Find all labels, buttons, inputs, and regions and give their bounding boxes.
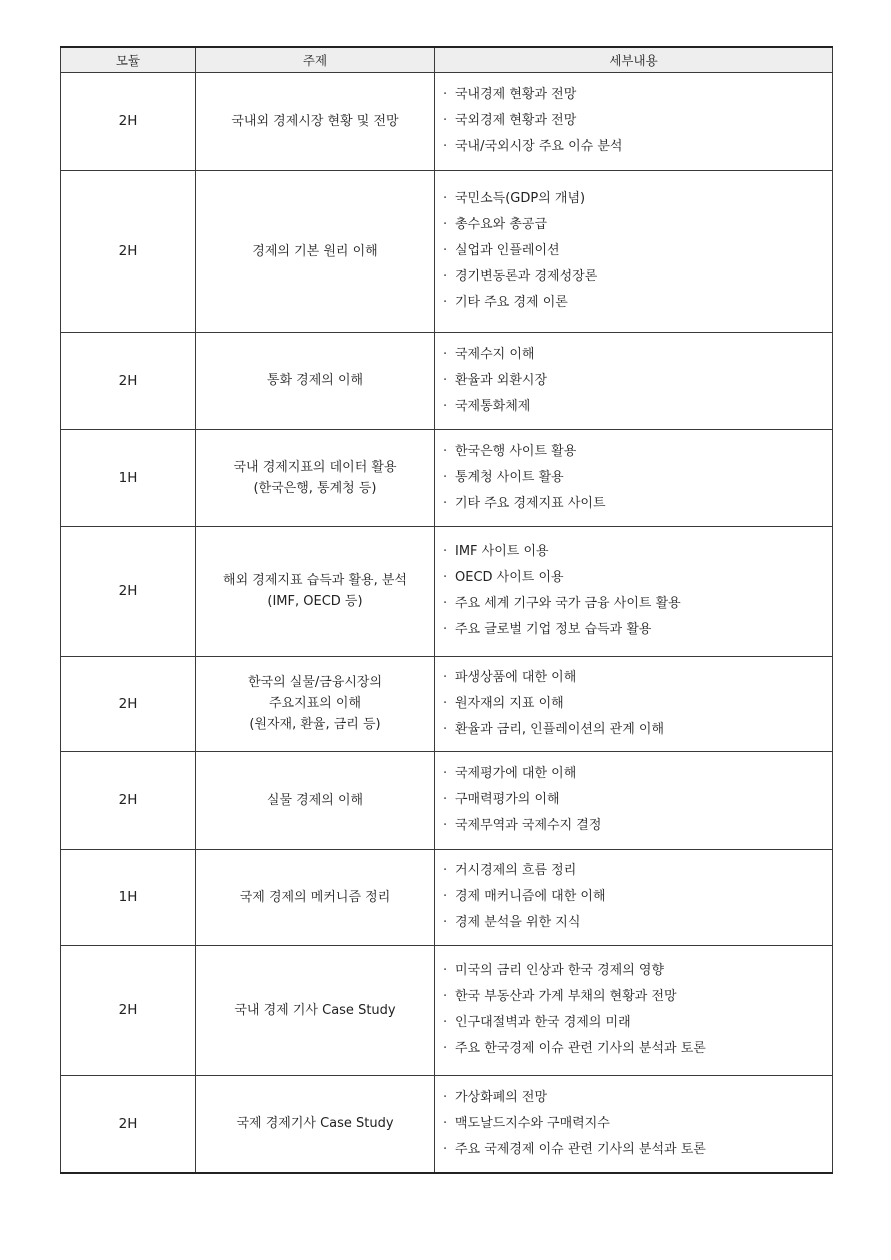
table-header-row xyxy=(61,47,833,72)
list-item xyxy=(443,394,832,420)
bullet-dot-icon: · xyxy=(443,695,448,711)
detail-text: 국외경제 현황과 전망 xyxy=(455,113,577,128)
list-item xyxy=(443,212,832,238)
details-cell xyxy=(435,332,833,429)
list-item xyxy=(443,884,832,910)
list-item xyxy=(443,858,832,884)
detail-text: 경제 매커니즘에 대한 이해 xyxy=(455,889,606,904)
table-row xyxy=(61,945,833,1075)
topic-line: 국내 경제지표의 데이터 활용 xyxy=(233,459,397,475)
details-cell xyxy=(435,945,833,1075)
topic-cell xyxy=(196,1075,435,1173)
list-item xyxy=(443,238,832,264)
table-row xyxy=(61,849,833,945)
table-row xyxy=(61,429,833,526)
detail-text: 주요 한국경제 이슈 관련 기사의 분석과 토론 xyxy=(455,1041,706,1056)
topic-line: 통화 경제의 이해 xyxy=(266,373,364,388)
list-item xyxy=(443,465,832,491)
detail-text: 국내/국외시장 주요 이슈 분석 xyxy=(455,139,623,154)
module-hours: 2H xyxy=(61,1075,196,1173)
list-item xyxy=(443,787,832,813)
list-item xyxy=(443,591,832,617)
detail-text: 경제 분석을 위한 지식 xyxy=(455,915,581,930)
bullet-dot-icon: · xyxy=(443,889,448,904)
topic-line: (IMF, OECD 등) xyxy=(267,594,363,609)
list-item xyxy=(443,761,832,787)
bullet-dot-icon: · xyxy=(443,191,448,206)
bullet-dot-icon: · xyxy=(443,346,448,362)
list-item xyxy=(443,82,832,108)
bullet-dot-icon: · xyxy=(443,1115,448,1131)
topic-cell xyxy=(196,72,435,170)
list-item xyxy=(443,717,832,743)
detail-text: 경기변동론과 경제성장론 xyxy=(455,269,598,284)
bullet-dot-icon: · xyxy=(443,469,448,485)
topic-cell xyxy=(196,751,435,849)
topic-line: 국내외 경제시장 현황 및 전망 xyxy=(231,113,399,129)
list-item xyxy=(443,1010,832,1036)
bullet-dot-icon: · xyxy=(443,1141,448,1157)
list-item xyxy=(443,1137,832,1163)
detail-list xyxy=(443,186,832,316)
bullet-dot-icon: · xyxy=(443,1015,448,1030)
detail-text: 구매력평가의 이해 xyxy=(455,792,560,807)
header-details: 세부내용 xyxy=(435,47,833,72)
detail-text: 맥도날드지수와 구매력지수 xyxy=(455,1115,610,1131)
bullet-dot-icon: · xyxy=(443,495,448,511)
module-hours: 2H xyxy=(61,332,196,429)
topic-line: 실물 경제의 이해 xyxy=(266,792,364,808)
topic-cell xyxy=(196,526,435,656)
table-body xyxy=(61,72,833,1173)
list-item xyxy=(443,1085,832,1111)
table-row xyxy=(61,332,833,429)
topic-cell xyxy=(196,945,435,1075)
bullet-dot-icon: · xyxy=(443,544,448,559)
detail-text: 인구대절벽과 한국 경제의 미래 xyxy=(455,1015,631,1030)
topic-line: 국제 경제의 메커니즘 정리 xyxy=(239,889,391,905)
module-hours: 1H xyxy=(61,429,196,526)
list-item xyxy=(443,368,832,394)
bullet-dot-icon: · xyxy=(443,669,448,685)
detail-list xyxy=(443,1085,832,1163)
detail-text: 주요 글로벌 기업 정보 습득과 활용 xyxy=(455,622,652,637)
header-topic: 주제 xyxy=(196,47,435,72)
detail-text: 기타 주요 경제지표 사이트 xyxy=(455,495,606,511)
module-hours: 2H xyxy=(61,170,196,332)
list-item xyxy=(443,910,832,936)
detail-text: 환율과 외환시장 xyxy=(455,372,548,388)
table-row xyxy=(61,72,833,170)
detail-text: 실업과 인플레이션 xyxy=(455,243,560,258)
bullet-dot-icon: · xyxy=(443,443,448,459)
header-module: 모듈 xyxy=(61,47,196,72)
curriculum-table xyxy=(60,46,833,1174)
list-item xyxy=(443,342,832,368)
detail-list xyxy=(443,439,832,517)
table-row xyxy=(61,170,833,332)
detail-list xyxy=(443,342,832,420)
detail-text: 국제수지 이해 xyxy=(455,346,535,362)
bullet-dot-icon: · xyxy=(443,295,448,310)
module-hours: 2H xyxy=(61,656,196,751)
list-item xyxy=(443,813,832,839)
bullet-dot-icon: · xyxy=(443,87,448,102)
module-hours: 2H xyxy=(61,751,196,849)
detail-text: 국내경제 현황과 전망 xyxy=(455,87,577,102)
detail-text: 가상화폐의 전망 xyxy=(455,1089,548,1105)
detail-text: 한국은행 사이트 활용 xyxy=(455,443,577,459)
details-cell xyxy=(435,656,833,751)
detail-text: 국제평가에 대한 이해 xyxy=(455,766,577,781)
topic-line: 한국의 실물/금융시장의 xyxy=(247,675,383,690)
topic-cell xyxy=(196,332,435,429)
bullet-dot-icon: · xyxy=(443,113,448,128)
detail-text: 기타 주요 경제 이론 xyxy=(455,295,568,310)
topic-cell xyxy=(196,170,435,332)
list-item xyxy=(443,186,832,212)
detail-list xyxy=(443,82,832,160)
table-row xyxy=(61,751,833,849)
bullet-dot-icon: · xyxy=(443,818,448,833)
detail-text: 주요 국제경제 이슈 관련 기사의 분석과 토론 xyxy=(455,1141,706,1157)
list-item xyxy=(443,439,832,465)
list-item xyxy=(443,290,832,316)
detail-text: 한국 부동산과 가계 부채의 현황과 전망 xyxy=(455,989,677,1004)
list-item xyxy=(443,108,832,134)
topic-line: 경제의 기본 원리 이해 xyxy=(252,243,378,259)
list-item xyxy=(443,958,832,984)
module-hours: 2H xyxy=(61,526,196,656)
topic-cell xyxy=(196,849,435,945)
detail-text: 원자재의 지표 이해 xyxy=(455,695,564,711)
bullet-dot-icon: · xyxy=(443,915,448,930)
bullet-dot-icon: · xyxy=(443,372,448,388)
list-item xyxy=(443,264,832,290)
detail-text: OECD 사이트 이용 xyxy=(455,570,564,585)
detail-list xyxy=(443,761,832,839)
bullet-dot-icon: · xyxy=(443,1089,448,1105)
detail-text: 총수요와 총공급 xyxy=(455,217,548,232)
bullet-dot-icon: · xyxy=(443,570,448,585)
list-item xyxy=(443,491,832,517)
bullet-dot-icon: · xyxy=(443,721,448,737)
topic-cell xyxy=(196,656,435,751)
list-item xyxy=(443,665,832,691)
detail-list xyxy=(443,665,832,743)
detail-text: 미국의 금리 인상과 한국 경제의 영향 xyxy=(455,963,665,978)
details-cell xyxy=(435,429,833,526)
detail-text: 국제통화체제 xyxy=(455,398,531,414)
table-row xyxy=(61,526,833,656)
module-hours: 2H xyxy=(61,945,196,1075)
detail-text: IMF 사이트 이용 xyxy=(455,544,549,559)
bullet-dot-icon: · xyxy=(443,792,448,807)
list-item xyxy=(443,691,832,717)
topic-line: (한국은행, 통계청 등) xyxy=(253,480,377,496)
details-cell xyxy=(435,72,833,170)
bullet-dot-icon: · xyxy=(443,1041,448,1056)
list-item xyxy=(443,1036,832,1062)
detail-text: 거시경제의 흐름 정리 xyxy=(455,863,577,878)
detail-list xyxy=(443,539,832,643)
list-item xyxy=(443,134,832,160)
details-cell xyxy=(435,526,833,656)
bullet-dot-icon: · xyxy=(443,596,448,611)
bullet-dot-icon: · xyxy=(443,622,448,637)
list-item xyxy=(443,539,832,565)
detail-text: 파생상품에 대한 이해 xyxy=(455,669,577,685)
bullet-dot-icon: · xyxy=(443,398,448,414)
details-cell xyxy=(435,170,833,332)
details-cell xyxy=(435,751,833,849)
module-hours: 1H xyxy=(61,849,196,945)
table-row xyxy=(61,1075,833,1173)
details-cell xyxy=(435,1075,833,1173)
bullet-dot-icon: · xyxy=(443,963,448,978)
topic-line: 해외 경제지표 습득과 활용, 분석 xyxy=(223,573,407,588)
bullet-dot-icon: · xyxy=(443,989,448,1004)
list-item xyxy=(443,1111,832,1137)
bullet-dot-icon: · xyxy=(443,139,448,154)
detail-text: 환율과 금리, 인플레이션의 관계 이해 xyxy=(455,721,665,737)
detail-text: 통계청 사이트 활용 xyxy=(455,469,564,485)
detail-text: 주요 세계 기구와 국가 금융 사이트 활용 xyxy=(455,596,681,611)
detail-list xyxy=(443,958,832,1062)
list-item xyxy=(443,565,832,591)
list-item xyxy=(443,617,832,643)
table-row xyxy=(61,656,833,751)
bullet-dot-icon: · xyxy=(443,766,448,781)
bullet-dot-icon: · xyxy=(443,863,448,878)
bullet-dot-icon: · xyxy=(443,269,448,284)
bullet-dot-icon: · xyxy=(443,243,448,258)
topic-line: 국내 경제 기사 Case Study xyxy=(234,1002,396,1018)
module-hours: 2H xyxy=(61,72,196,170)
bullet-dot-icon: · xyxy=(443,217,448,232)
topic-line: 국제 경제기사 Case Study xyxy=(236,1116,394,1132)
topic-cell xyxy=(196,429,435,526)
detail-text: 국제무역과 국제수지 결정 xyxy=(455,818,602,833)
topic-line: 주요지표의 이해 xyxy=(268,696,362,711)
list-item xyxy=(443,984,832,1010)
detail-text: 국민소득(GDP의 개념) xyxy=(455,191,586,206)
detail-list xyxy=(443,858,832,936)
details-cell xyxy=(435,849,833,945)
topic-line: (원자재, 환율, 금리 등) xyxy=(249,717,381,732)
